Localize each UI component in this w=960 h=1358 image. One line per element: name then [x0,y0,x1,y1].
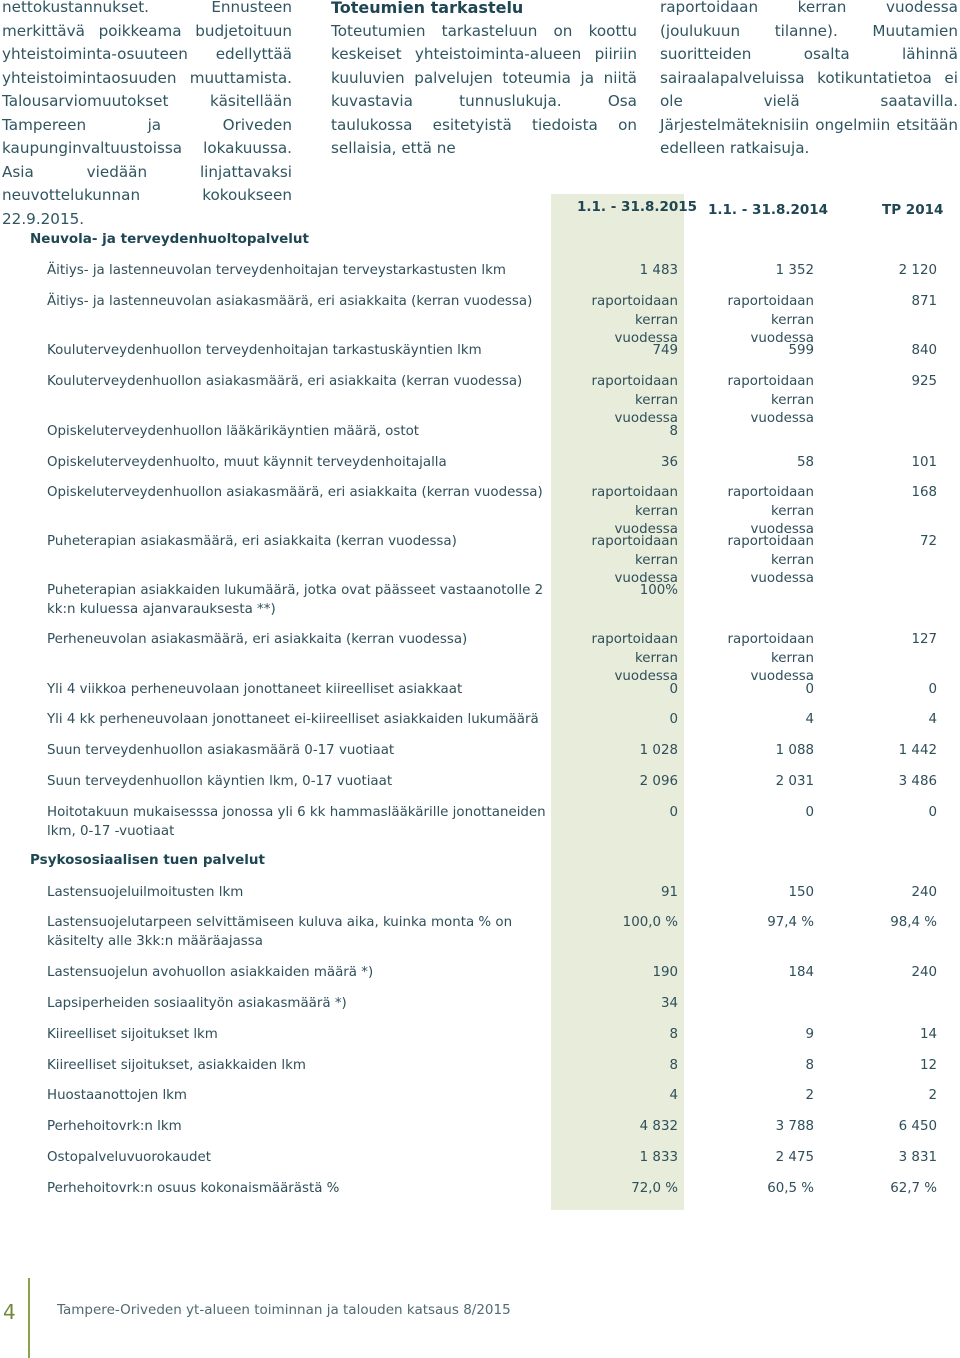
cell-2015: 0 [669,805,678,820]
cell-2015: 2 096 [639,774,678,789]
cell-2014: 1 352 [775,263,814,278]
cell-tp2014: 6 450 [898,1119,937,1134]
cell-2014: 2 475 [775,1150,814,1165]
column-header-2014: 1.1. - 31.8.2014 [708,202,829,218]
cell-tp2014: 14 [919,1027,937,1042]
row-label: Hoitotakuun mukaisesssa jonossa yli 6 kk hammaslääkärille jonottaneiden lkm, 0-17 -vuotiaat [47,805,546,839]
cell-tp2014: 4 [928,712,937,727]
intro-column-2 [331,0,637,161]
cell-tp2014: 168 [911,485,937,500]
row-label: Suun terveydenhuollon käyntien lkm, 0-17 vuotiaat [47,774,393,789]
cell-tp2014: 101 [911,455,937,470]
page-number: 4 [3,1300,16,1324]
section-title: Psykososiaalisen tuen palvelut [30,852,265,868]
cell-2015: 0 [669,682,678,697]
cell-2015: 8 [669,424,678,439]
cell-2015: 1 028 [639,743,678,758]
row-label: Yli 4 kk perheneuvolaan jonottaneet ei-kiireelliset asiakkaiden lukumäärä [47,712,539,727]
cell-2015: raportoidaan kerran vuodessa [591,632,678,684]
cell-tp2014: 240 [911,965,937,980]
row-label: Äitiys- ja lastenneuvolan asiakasmäärä, eri asiakkaita (kerran vuodessa) [47,294,533,309]
cell-2015: raportoidaan kerran vuodessa [591,374,678,426]
cell-2014: 1 088 [775,743,814,758]
cell-tp2014: 12 [919,1058,937,1073]
cell-2014: raportoidaan kerran vuodessa [727,485,814,537]
row-label: Perhehoitovrk:n osuus kokonaismäärästä % [47,1181,340,1196]
row-label: Kouluterveydenhuollon asiakasmäärä, eri asiakkaita (kerran vuodessa) [47,374,523,389]
cell-tp2014: 0 [928,682,937,697]
cell-2015: 72,0 % [631,1181,678,1196]
cell-tp2014: 98,4 % [890,915,937,930]
row-label: Opiskeluterveydenhuollon lääkärikäyntien määrä, ostot [47,424,420,439]
row-label: Puheterapian asiakkaiden lukumäärä, jotka ovat päässeet vastaanotolle 2 kk:n kuluessa ajanvarauksesta **) [47,583,544,617]
cell-2014: 150 [788,885,814,900]
cell-2014: 8 [805,1058,814,1073]
footer-divider [28,1278,30,1358]
cell-2015: 1 483 [639,263,678,278]
cell-2014: raportoidaan kerran vuodessa [727,534,814,586]
cell-2014: 2 [805,1088,814,1103]
cell-tp2014: 925 [911,374,937,389]
row-label: Opiskeluterveydenhuollon asiakasmäärä, eri asiakkaita (kerran vuodessa) [47,485,543,500]
cell-2014: raportoidaan kerran vuodessa [727,294,814,346]
row-label: Äitiys- ja lastenneuvolan terveydenhoitajan terveystarkastusten lkm [47,263,506,278]
row-label: Kiireelliset sijoitukset, asiakkaiden lkm [47,1058,306,1073]
cell-2014: 4 [805,712,814,727]
intro-paragraph-2: Toteutumien tarkasteluun on koottu keskeiset yhteistoiminta-alueen piiriin kuuluvien palvelujen toteumia ja niitä kuvastavia tunnuslukuja. Osa taulukossa esitetyistä tiedoista on sellaisia, että ne [331,21,637,157]
row-label: Lastensuojelun avohuollon asiakkaiden määrä *) [47,965,374,980]
cell-2014: 58 [796,455,814,470]
cell-tp2014: 72 [919,534,937,549]
cell-2015: 4 [669,1088,678,1103]
cell-2015: 190 [652,965,678,980]
cell-2015: 8 [669,1058,678,1073]
intro-paragraph-1: nettokustannukset. Ennusteen merkittävä poikkeama budjetoituun yhteistoiminta-osuuteen edellyttää yhteistoimintaosuuden muuttamista. Talousarviomuutokset käsitellään Tampereen ja Oriveden kaupunginvaltuustoissa lokakuussa. Asia viedään linjattavaksi neuvottelukunnan kokoukseen 22.9.2015. [2,0,292,228]
row-label: Yli 4 viikkoa perheneuvolaan jonottaneet kiireelliset asiakkaat [47,682,463,697]
cell-tp2014: 0 [928,805,937,820]
cell-2014: 0 [805,805,814,820]
row-label: Ostopalveluvuorokaudet [47,1150,211,1165]
intro-column-3 [660,0,958,161]
cell-tp2014: 871 [911,294,937,309]
cell-2015: 100,0 % [622,915,678,930]
footer-text: Tampere-Oriveden yt-alueen toiminnan ja talouden katsaus 8/2015 [57,1302,511,1318]
section-title: Neuvola- ja terveydenhuoltopalvelut [30,231,309,247]
cell-2014: 2 031 [775,774,814,789]
column-header-2015: 1.1. - 31.8.2015 [577,199,698,215]
cell-2014: 599 [788,343,814,358]
cell-2015: 749 [652,343,678,358]
cell-tp2014: 840 [911,343,937,358]
row-label: Kouluterveydenhuollon terveydenhoitajan tarkastuskäyntien lkm [47,343,482,358]
cell-2014: 0 [805,682,814,697]
cell-2014: raportoidaan kerran vuodessa [727,632,814,684]
cell-2015: 36 [660,455,678,470]
cell-2015: 100% [639,583,678,598]
cell-tp2014: 2 120 [898,263,937,278]
cell-tp2014: 2 [928,1088,937,1103]
cell-tp2014: 3 831 [898,1150,937,1165]
cell-2015: 91 [660,885,678,900]
intro-paragraph-3: raportoidaan kerran vuodessa (joulukuun tilanne). Muutamien suoritteiden osalta lähinnä sairaalapalveluissa kotikuntatietoa ei ole vielä saatavilla. Järjestelmäteknisiin ongelmiin etsitään edelleen ratkaisuja. [660,0,958,157]
cell-2014: 9 [805,1027,814,1042]
cell-2014: 60,5 % [767,1181,814,1196]
cell-2015: 1 833 [639,1150,678,1165]
row-label: Opiskeluterveydenhuolto, muut käynnit terveydenhoitajalla [47,455,447,470]
cell-2015: raportoidaan kerran vuodessa [591,294,678,346]
column-header-tp2014: TP 2014 [882,202,944,218]
cell-tp2014: 62,7 % [890,1181,937,1196]
cell-2014: 3 788 [775,1119,814,1134]
row-label: Huostaanottojen lkm [47,1088,187,1103]
section-heading: Toteumien tarkastelu [331,0,524,17]
row-label: Puheterapian asiakasmäärä, eri asiakkaita (kerran vuodessa) [47,534,457,549]
cell-tp2014: 3 486 [898,774,937,789]
cell-2015: raportoidaan kerran vuodessa [591,485,678,537]
cell-2014: 97,4 % [767,915,814,930]
cell-2014: 184 [788,965,814,980]
row-label: Kiireelliset sijoitukset lkm [47,1027,218,1042]
cell-2015: 34 [660,996,678,1011]
intro-column-1 [2,0,292,231]
row-label: Perheneuvolan asiakasmäärä, eri asiakkaita (kerran vuodessa) [47,632,468,647]
cell-2015: 4 832 [639,1119,678,1134]
cell-tp2014: 240 [911,885,937,900]
row-label: Lastensuojeluilmoitusten lkm [47,885,244,900]
row-label: Suun terveydenhuollon asiakasmäärä 0-17 vuotiaat [47,743,395,758]
cell-2015: 0 [669,712,678,727]
row-label: Lastensuojelutarpeen selvittämiseen kuluva aika, kuinka monta % on käsitelty alle 3kk:n määräajassa [47,915,513,949]
cell-tp2014: 1 442 [898,743,937,758]
cell-tp2014: 127 [911,632,937,647]
row-label: Lapsiperheiden sosiaalityön asiakasmäärä *) [47,996,347,1011]
cell-2015: raportoidaan kerran vuodessa [591,534,678,586]
cell-2015: 8 [669,1027,678,1042]
cell-2014: raportoidaan kerran vuodessa [727,374,814,426]
row-label: Perhehoitovrk:n lkm [47,1119,182,1134]
